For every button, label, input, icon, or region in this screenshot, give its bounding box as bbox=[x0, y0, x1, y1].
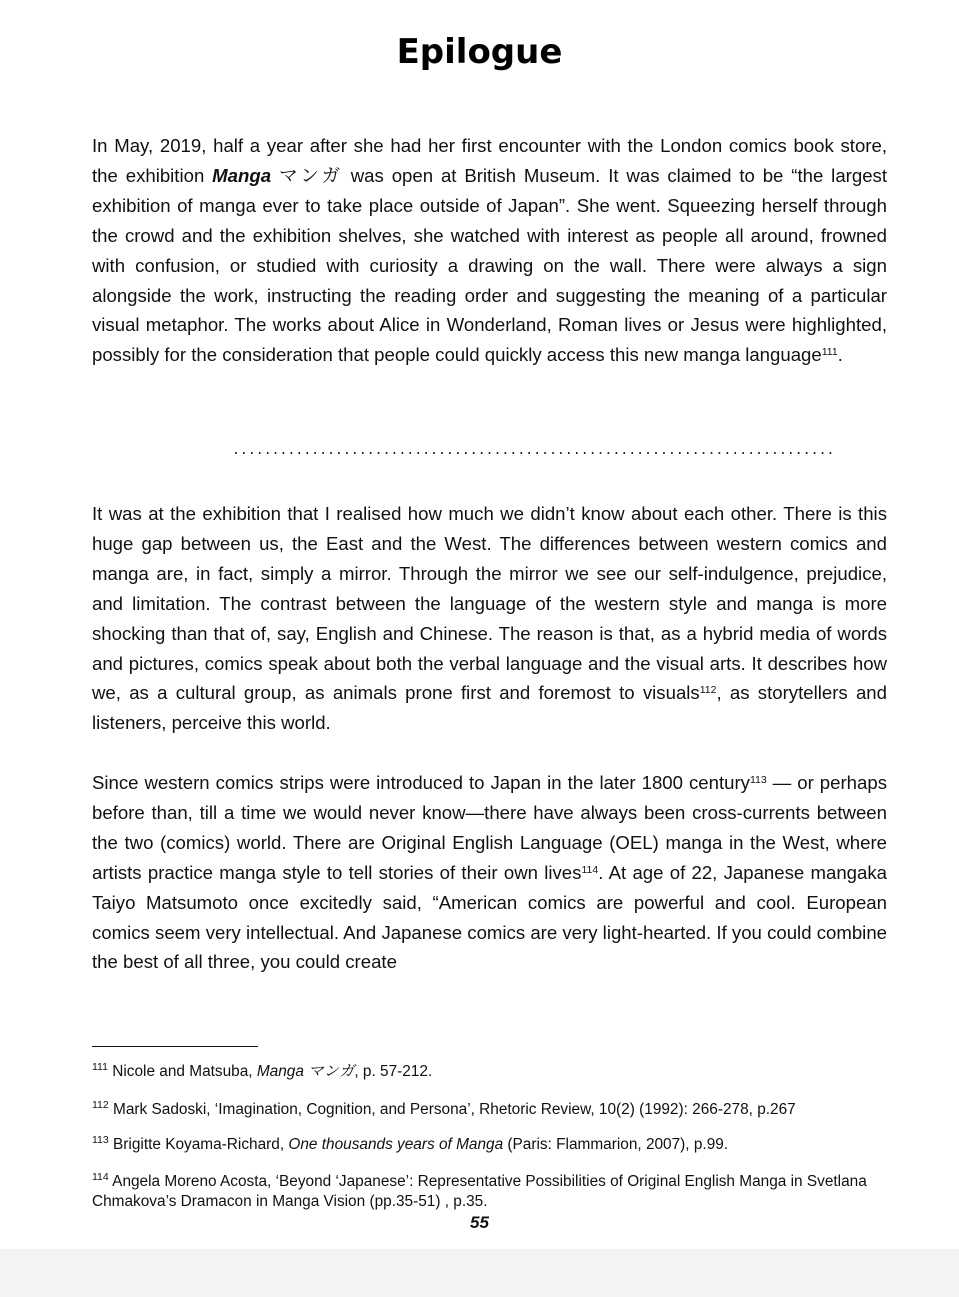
footnote-number: 112 bbox=[92, 1099, 109, 1111]
footnote-text: , p. 57-212. bbox=[354, 1063, 433, 1080]
dotted-divider: ............................................................................ bbox=[232, 443, 835, 458]
footnote-text: Nicole and Matsuba, bbox=[107, 1063, 257, 1080]
footnote-text: Angela Moreno Acosta, ‘Beyond ‘Japanese’: Representative Possibilities of Original English Manga in Svetlana Chmakova’s Dramacon in Manga Vision (pp.35-51) , p.35. bbox=[92, 1173, 867, 1210]
paragraph-text: , as storytellers and listeners, perceive this world. bbox=[92, 682, 887, 734]
footnote-113 bbox=[92, 1135, 872, 1155]
footnote-rule bbox=[92, 1046, 258, 1047]
footnote-text: Mark Sadoski, ‘Imagination, Cognition, and Persona’, Rhetoric Review, 10(2) (1992): 266-278, p.267 bbox=[108, 1101, 796, 1118]
footnote-title: Manga マンガ bbox=[256, 1063, 355, 1080]
manga-katakana: マンガ bbox=[271, 164, 343, 186]
paragraph-text: — or perhaps before than, till a time we would never know—there have always been cross-currents between the two (comics) world. There are Original English Language (OEL) manga in the West, where artists practice manga style to tell stories of their own lives bbox=[92, 772, 887, 883]
footnote-ref-112[interactable]: 112 bbox=[699, 684, 717, 697]
footnote-ref-114[interactable]: 114 bbox=[581, 863, 599, 876]
manga-title: Manga bbox=[212, 164, 272, 186]
viewer-bottom-band bbox=[0, 1249, 959, 1297]
paragraph-text: . bbox=[837, 344, 843, 366]
footnote-number: 113 bbox=[92, 1134, 109, 1146]
footnote-112 bbox=[92, 1100, 872, 1120]
paragraph-cross-currents bbox=[92, 768, 887, 977]
paragraph-text: It was at the exhibition that I realised how much we didn’t know about each other. There is this huge gap between us, the East and the West. The differences between western comics and manga are, in fact, simply a mirror. Through the mirror we see our self-indulgence, prejudice, and limitation. The contrast between the language of the western style and manga is more shocking than that of, say, English and Chinese. The reason is that, as a hybrid media of words and pictures, comics speak about both the verbal language and the visual arts. It describes how we, as a cultural group, as animals prone first and foremost to visuals bbox=[92, 503, 887, 704]
footnote-ref-111[interactable]: 111 bbox=[821, 346, 838, 359]
footnote-111 bbox=[92, 1062, 872, 1082]
paragraph-text: . At age of 22, Japanese mangaka Taiyo Matsumoto once excitedly said, “American comics are powerful and cool. European comics seem very intellectual. And Japanese comics are very light-hearted. If you could combine the best of all three, you could create bbox=[92, 861, 887, 973]
page-number: 55 bbox=[470, 1213, 489, 1232]
paragraph-text: In May, 2019, half a year after she had her first encounter with the London comics book store, the exhibition bbox=[92, 135, 887, 186]
page-title: Epilogue bbox=[396, 32, 563, 72]
paragraph-text: was open at British Museum. It was claimed to be “the largest exhibition of manga ever to take place outside of Japan”. She went. Squeezing herself through the crowd and the exhibition shelves, she watched with interest as people all around, frowned with confusion, or studied with curiosity a drawing on the wall. There were always a sign alongside the work, instructing the reading order and suggesting the meaning of a particular visual metaphor. The works about Alice in Wonderland, Roman lives or Jesus were highlighted, possibly for the consideration that people could quickly access this new manga language bbox=[92, 164, 887, 366]
footnote-ref-113[interactable]: 113 bbox=[749, 774, 767, 786]
paragraph-text: Since western comics strips were introduced to Japan in the later 1800 century bbox=[92, 772, 750, 793]
footnote-number: 111 bbox=[92, 1061, 108, 1073]
footnote-114 bbox=[92, 1172, 872, 1212]
paragraph-east-west bbox=[92, 499, 887, 738]
footnote-text: Brigitte Koyama-Richard, bbox=[108, 1136, 289, 1153]
paragraph-exhibition bbox=[92, 131, 887, 370]
footnote-title: One thousands years of Manga bbox=[288, 1136, 504, 1153]
footnote-text: (Paris: Flammarion, 2007), p.99. bbox=[503, 1136, 729, 1153]
footnote-number: 114 bbox=[92, 1171, 109, 1183]
